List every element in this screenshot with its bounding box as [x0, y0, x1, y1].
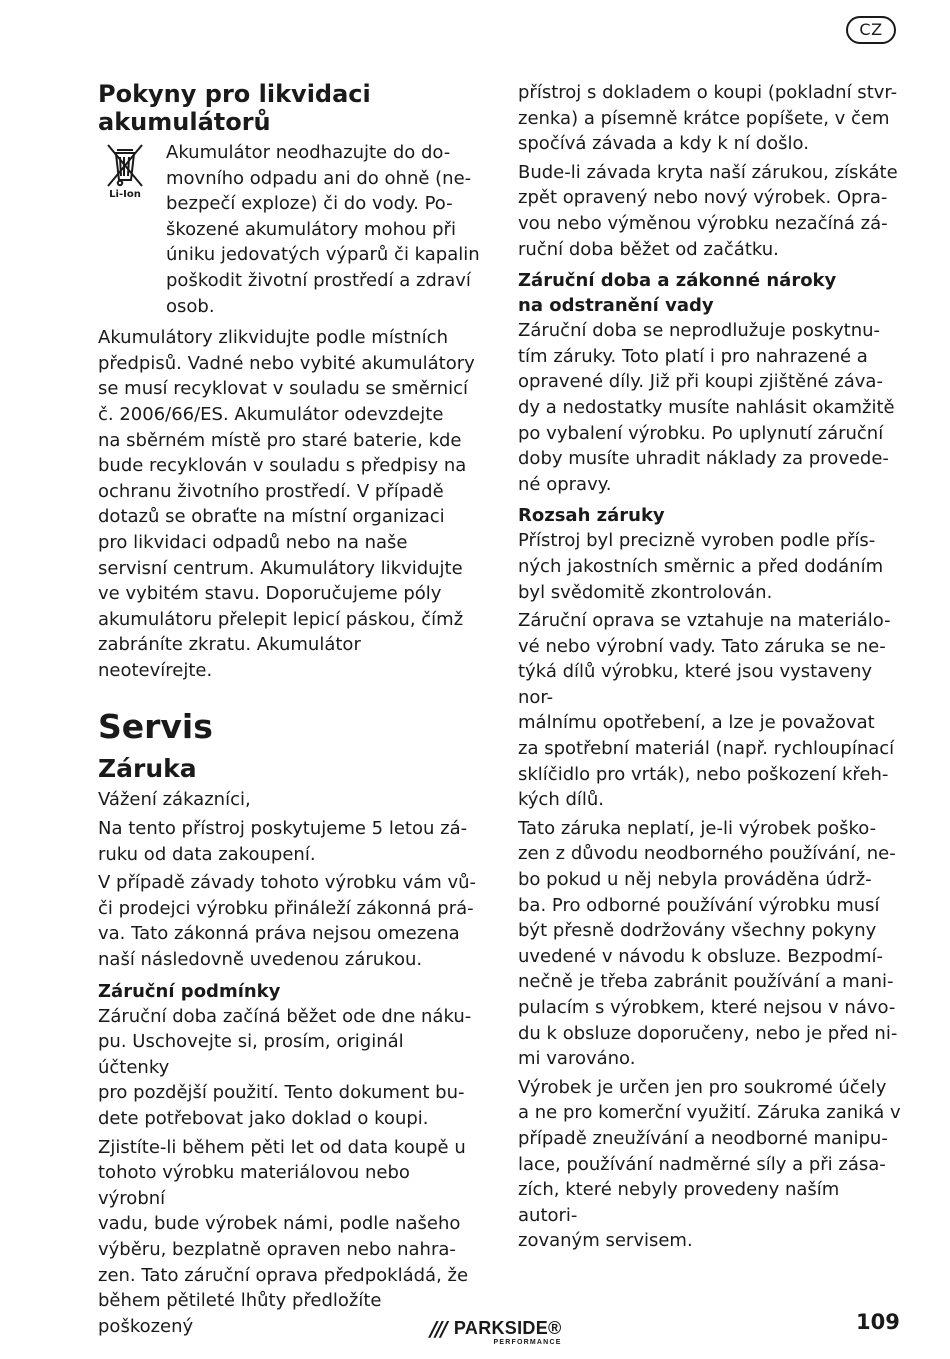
- logo-subtitle: PERFORMANCE: [493, 1339, 562, 1346]
- period-heading: Záruční doba a zákonné nároky na odstranění vady: [518, 270, 837, 317]
- right-column: [518, 80, 903, 1257]
- scope-paragraph-2: Záruční oprava se vztahuje na materiálo- vé nebo výrobní vady. Tato záruka se ne- týká dílů výrobku, které jsou vystaveny nor- málnímu opotřebení, a lze je považovat za spotřební materiál (např. rychloupínací sklíčidlo pro vrták), nebo poškození křeh- kých dílů.: [518, 610, 895, 811]
- scope-paragraph-4: Výrobek je určen jen pro soukromé účely a ne pro komerční využití. Záruka zaniká v případě zneužívání a neodborné manipu- lace, používání nadměrné síly a při zása- zích, které nebyly provedeny naším autori- zovaným servisem.: [518, 1076, 901, 1252]
- logo-slashes: ///: [430, 1317, 446, 1341]
- conditions-paragraph-2: Zjistíte-li během pěti let od data koupě u tohoto výrobku materiálovou nebo výrobní vadu, bude výrobek námi, podle našeho výběru, bezplatně opraven nebo nahra- zen. Tato záruční oprava předpokládá, že během pětileté lhůty předložíte poškozený: [98, 1136, 469, 1337]
- left-column: [98, 80, 480, 1342]
- parkside-logo: [430, 1317, 562, 1347]
- language-badge: CZ: [846, 16, 896, 44]
- continuation-paragraph: přístroj s dokladem o koupi (pokladní stvr- zenka) a písemně krátce popíšete, v čem spočívá závada a kdy k ní došlo.: [518, 82, 898, 155]
- disposal-paragraph: Akumulátory zlikvidujte podle místních předpisů. Vadné nebo vybité akumulátory se musí recyklovat v souladu se směrnicí č. 2006/66/ES. Akumulátor odevzdejte na sběrném místě pro staré baterie, kde bude recyklován v souladu s předpisy na ochranu životního prostředí. V případě dotazů se obraťte na místní organizaci pro likvidaci odpadů nebo na naše servisní centrum. Akumulátory likvidujte ve vybitém stavu. Doporučujeme póly akumulátoru přelepit lepicí páskou, čímž zabráníte zkratu. Akumulátor neotevírejte.: [98, 327, 475, 681]
- disposal-icon-row: [98, 140, 480, 319]
- logo-words: [454, 1317, 562, 1347]
- conditions-paragraph-1: Záruční doba začíná běžet ode dne náku- pu. Uschovejte si, prosím, originál účtenky pro pozdější použití. Tento dokument bu- dete potřebovat jako doklad o koupi.: [98, 1005, 472, 1129]
- scope-paragraph-3: Tato záruka neplatí, je-li výrobek poško- zen z důvodu neodborného používání, ne- bo pokud u něj nebyla prováděna údrž- ba. Pro odborné používání výrobku musí být přesně dodržovány všechny pokyny uvedené v návodu k obsluze. Bezpodmí- nečně je třeba zabránit používání a mani- pulacím s výrobkem, které nejsou v návo- du k obsluze doporučeny, nebo je před ni- mi varováno.: [518, 817, 898, 1070]
- zaruka-title: Záruka: [98, 754, 197, 784]
- servis-title: Servis: [98, 707, 213, 747]
- crossed-bin-icon: [98, 142, 152, 319]
- conditions-heading: Záruční podmínky: [98, 980, 281, 1002]
- disposal-heading: Pokyny pro likvidaci akumulátorů: [98, 80, 371, 136]
- logo-brand: PARKSIDE®: [453, 1318, 562, 1338]
- repair-paragraph: Bude-li závada kryta naší zárukou, získáte zpět opravený nebo nový výrobek. Opra- vou nebo výměnou výrobku nezačíná zá- ruční doba běžet od začátku.: [518, 161, 898, 260]
- warranty-claims: V případě závady tohoto výrobku vám vů- či prodejci výrobku přináleží zákonná prá- va. Tato zákonná práva nejsou omezena naší následovně uvedenou zárukou.: [98, 872, 477, 971]
- disposal-warning-text: Akumulátor neodhazujte do do- movního odpadu ani do ohně (ne- bezpečí exploze) či do vody. Po- škozené akumulátory mohou při úniku jedovatých výparů či kapalin poškodit životní prostředí a zdraví osob.: [166, 142, 480, 317]
- period-paragraph: Záruční doba se neprodlužuje poskytnu- tím záruky. Toto platí i pro nahrazené a opravené díly. Již při koupi zjištěné záva- dy a nedostatky musíte nahlásit okamžitě po vybalení výrobku. Po uplynutí záruční doby musíte uhradit náklady za provede- né opravy.: [518, 320, 895, 495]
- li-ion-label: Li-Ion: [109, 189, 141, 200]
- scope-paragraph-1: Přístroj byl precizně vyroben podle přís- ných jakostních směrnic a před dodáním byl svědomitě zkontrolován.: [518, 530, 884, 603]
- scope-heading: Rozsah záruky: [518, 505, 665, 527]
- warranty-intro: Na tento přístroj poskytujeme 5 letou zá- ruku od data zakoupení.: [98, 818, 468, 865]
- greeting: Vážení zákazníci,: [98, 789, 251, 811]
- page-number: 109: [856, 1310, 900, 1334]
